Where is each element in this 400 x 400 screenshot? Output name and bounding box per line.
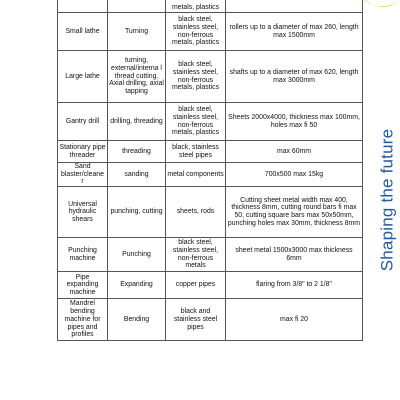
- materials-cell: copper pipes: [166, 272, 226, 299]
- table-row: [58, 187, 363, 238]
- operation-cell: Punching: [108, 238, 166, 272]
- tagline-vertical: [372, 100, 400, 300]
- table-row: [58, 238, 363, 272]
- materials-cell: black and stainless steel pipes: [166, 299, 226, 341]
- operation-cell: threading: [108, 141, 166, 163]
- materials-cell: black steel, stainless steel, non-ferrous metals, plastics: [166, 51, 226, 103]
- materials-cell: sheets, rods: [166, 187, 226, 238]
- operation-cell: sanding: [108, 163, 166, 187]
- tagline-text: Shaping the future: [377, 128, 397, 272]
- specs-cell: shafts up to a diameter of max 620, length max 3000mm: [226, 51, 363, 103]
- machine-cell: Stationary pipe threader: [58, 141, 108, 163]
- operation-cell: drilling, threading: [108, 103, 166, 141]
- materials-cell: black steel, stainless steel, non-ferrous metals: [166, 238, 226, 272]
- operation-cell: Expanding: [108, 272, 166, 299]
- operation-cell: turning, external/interna l thread cutting. Axial drilling, axial tapping: [108, 51, 166, 103]
- operation-cell: punching, cutting: [108, 187, 166, 238]
- specs-cell: sheet metal 1500x3000 max thickness 6mm: [226, 238, 363, 272]
- materials-cell: black, stainless steel pipes: [166, 141, 226, 163]
- machine-cell: Punching machine: [58, 238, 108, 272]
- machine-cell: Mandrel bending machine for pipes and profiles: [58, 299, 108, 341]
- table-row: [58, 163, 363, 187]
- materials-cell: metal components: [166, 163, 226, 187]
- specs-cell: Sheets 2000x4000, thickness max 100mm, holes max fi 50: [226, 103, 363, 141]
- specs-cell: max 60mm: [226, 141, 363, 163]
- specs-cell: Cutting sheet metal width max 400, thickness 8mm, cutting round bars fi max 50, cutting square bars max 50x50mm, punching holes max 30mm, thickness 8mm: [226, 187, 363, 238]
- specs-cell: max fi 20: [226, 299, 363, 341]
- table-row: [58, 51, 363, 103]
- materials-cell: black steel, stainless steel, non-ferrous metals, plastics: [166, 13, 226, 51]
- specs-cell: 700x500 max 15kg: [226, 163, 363, 187]
- operation-cell: [108, 0, 166, 13]
- machine-cell: [58, 0, 108, 13]
- table-row: [58, 13, 363, 51]
- table-row: [58, 299, 363, 341]
- machine-cell: Small lathe: [58, 13, 108, 51]
- machine-cell: Pipe expanding machine: [58, 272, 108, 299]
- machine-cell: Large lathe: [58, 51, 108, 103]
- specs-cell: rollers up to a diameter of max 260, length max 1500mm: [226, 13, 363, 51]
- machine-cell: Universal hydraulic shears: [58, 187, 108, 238]
- equipment-table: [57, 0, 363, 341]
- operation-cell: Bending: [108, 299, 166, 341]
- materials-cell: black steel, stainless steel, non-ferrous metals, plastics: [166, 103, 226, 141]
- table-row: [58, 141, 363, 163]
- operation-cell: Turning: [108, 13, 166, 51]
- specs-cell: flaring from 3/8" to 2 1/8": [226, 272, 363, 299]
- table-row: [58, 272, 363, 299]
- specs-cell: [226, 0, 363, 13]
- materials-cell: metals, plastics: [166, 0, 226, 13]
- machine-cell: Sand blaster/cleane r: [58, 163, 108, 187]
- table-row: [58, 0, 363, 13]
- table-row: [58, 103, 363, 141]
- machine-cell: Gantry drill: [58, 103, 108, 141]
